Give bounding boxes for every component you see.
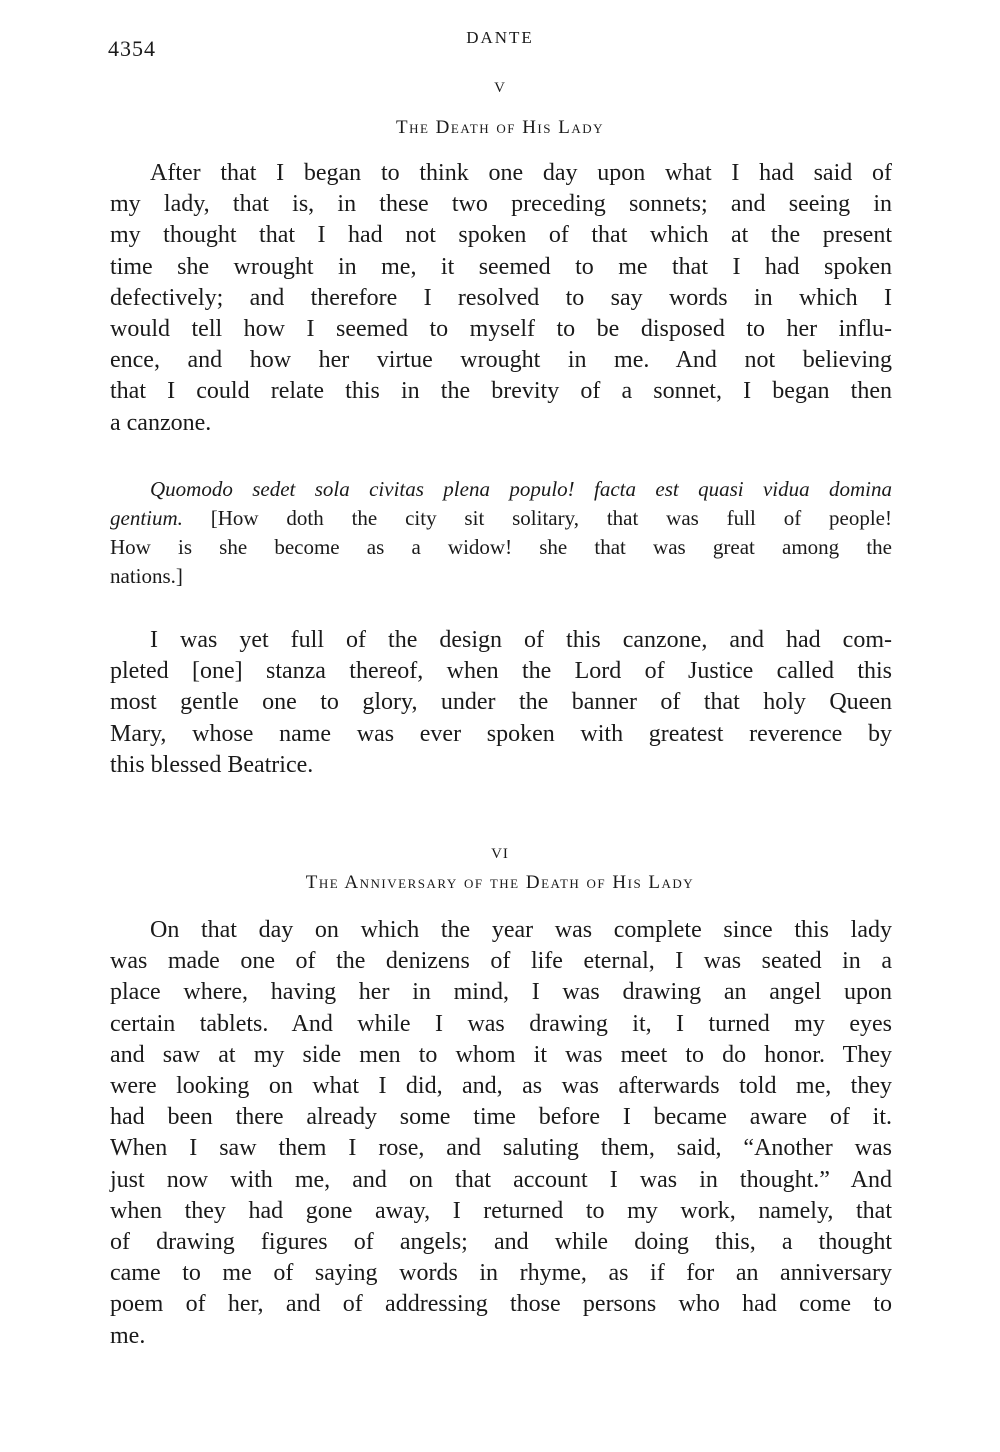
- text-line: me.: [110, 1322, 146, 1349]
- text-line: time she wrought in me, it seemed to me that I had spoken: [110, 253, 892, 280]
- translation-text: [How doth the city sit solitary, that was full of people!: [182, 506, 892, 530]
- running-title: DANTE: [466, 28, 534, 47]
- text-line: of drawing figures of angels; and while doing this, a thought: [110, 1229, 892, 1255]
- section-numeral-vi: VI: [491, 846, 509, 862]
- text-line: were looking on what I did, and, as was afterwards told me, they: [110, 1073, 892, 1099]
- text-line: certain tablets. And while I was drawing it, I turned my eyes: [110, 1010, 892, 1037]
- text-line: that I could relate this in the brevity of a sonnet, I began then: [110, 378, 892, 405]
- text-line: place where, having her in mind, I was drawing an angel upon: [110, 979, 892, 1006]
- text-line: a canzone.: [110, 409, 212, 436]
- text-line: my lady, that is, in these two preceding sonnets; and seeing in: [110, 191, 892, 218]
- text-line: when they had gone away, I returned to my work, namely, that: [110, 1197, 892, 1224]
- text-line: poem of her, and of addressing those persons who had come to: [110, 1291, 892, 1318]
- translation-text: How is she become as a widow! she that was great among the: [110, 535, 892, 559]
- section-title-death: The Death of His Lady: [395, 117, 605, 138]
- text-line: When I saw them I rose, and saluting them, said, “Another was: [110, 1135, 892, 1162]
- text-line: defectively; and therefore I resolved to say words in which I: [110, 284, 892, 311]
- latin-text: Quomodo sedet sola civitas plena populo! facta est quasi vidua domina: [150, 477, 892, 501]
- text-line: just now with me, and on that account I was in thought.” And: [110, 1166, 892, 1193]
- text-line: On that day on which the year was complete since this lady: [150, 917, 892, 943]
- text-line: this blessed Beatrice.: [110, 751, 314, 778]
- text-line: and saw at my side men to whom it was meet to do honor. They: [110, 1041, 892, 1068]
- section-title-anniversary: The Anniversary of the Death of His Lady: [305, 872, 695, 893]
- text-line: pleted [one] stanza thereof, when the Lord of Justice called this: [110, 658, 892, 685]
- text-line: had been there already some time before I became aware of it.: [110, 1104, 892, 1131]
- text-line: most gentle one to glory, under the banner of that holy Queen: [110, 689, 892, 716]
- text-line: my thought that I had not spoken of that which at the present: [110, 222, 892, 249]
- quote-line: [110, 533, 892, 561]
- text-line: would tell how I seemed to myself to be disposed to her influ-: [110, 316, 892, 342]
- text-line: Mary, whose name was ever spoken with greatest reverence by: [110, 720, 892, 747]
- page-number: 4354: [108, 36, 156, 61]
- text-line: was made one of the denizens of life eternal, I was seated in a: [110, 948, 892, 975]
- section-numeral-v: V: [494, 80, 506, 96]
- text-line: I was yet full of the design of this canzone, and had com-: [150, 627, 892, 653]
- text-line: ence, and how her virtue wrought in me. And not believing: [110, 347, 892, 374]
- text-line: After that I began to think one day upon what I had said of: [150, 160, 892, 186]
- text-line: came to me of saying words in rhyme, as if for an anniversary: [110, 1260, 892, 1287]
- quote-line: [150, 475, 892, 503]
- translation-text: nations.]: [110, 564, 183, 588]
- quote-line: [110, 504, 892, 532]
- latin-text: gentium.: [110, 506, 183, 530]
- quote-line: [110, 562, 892, 590]
